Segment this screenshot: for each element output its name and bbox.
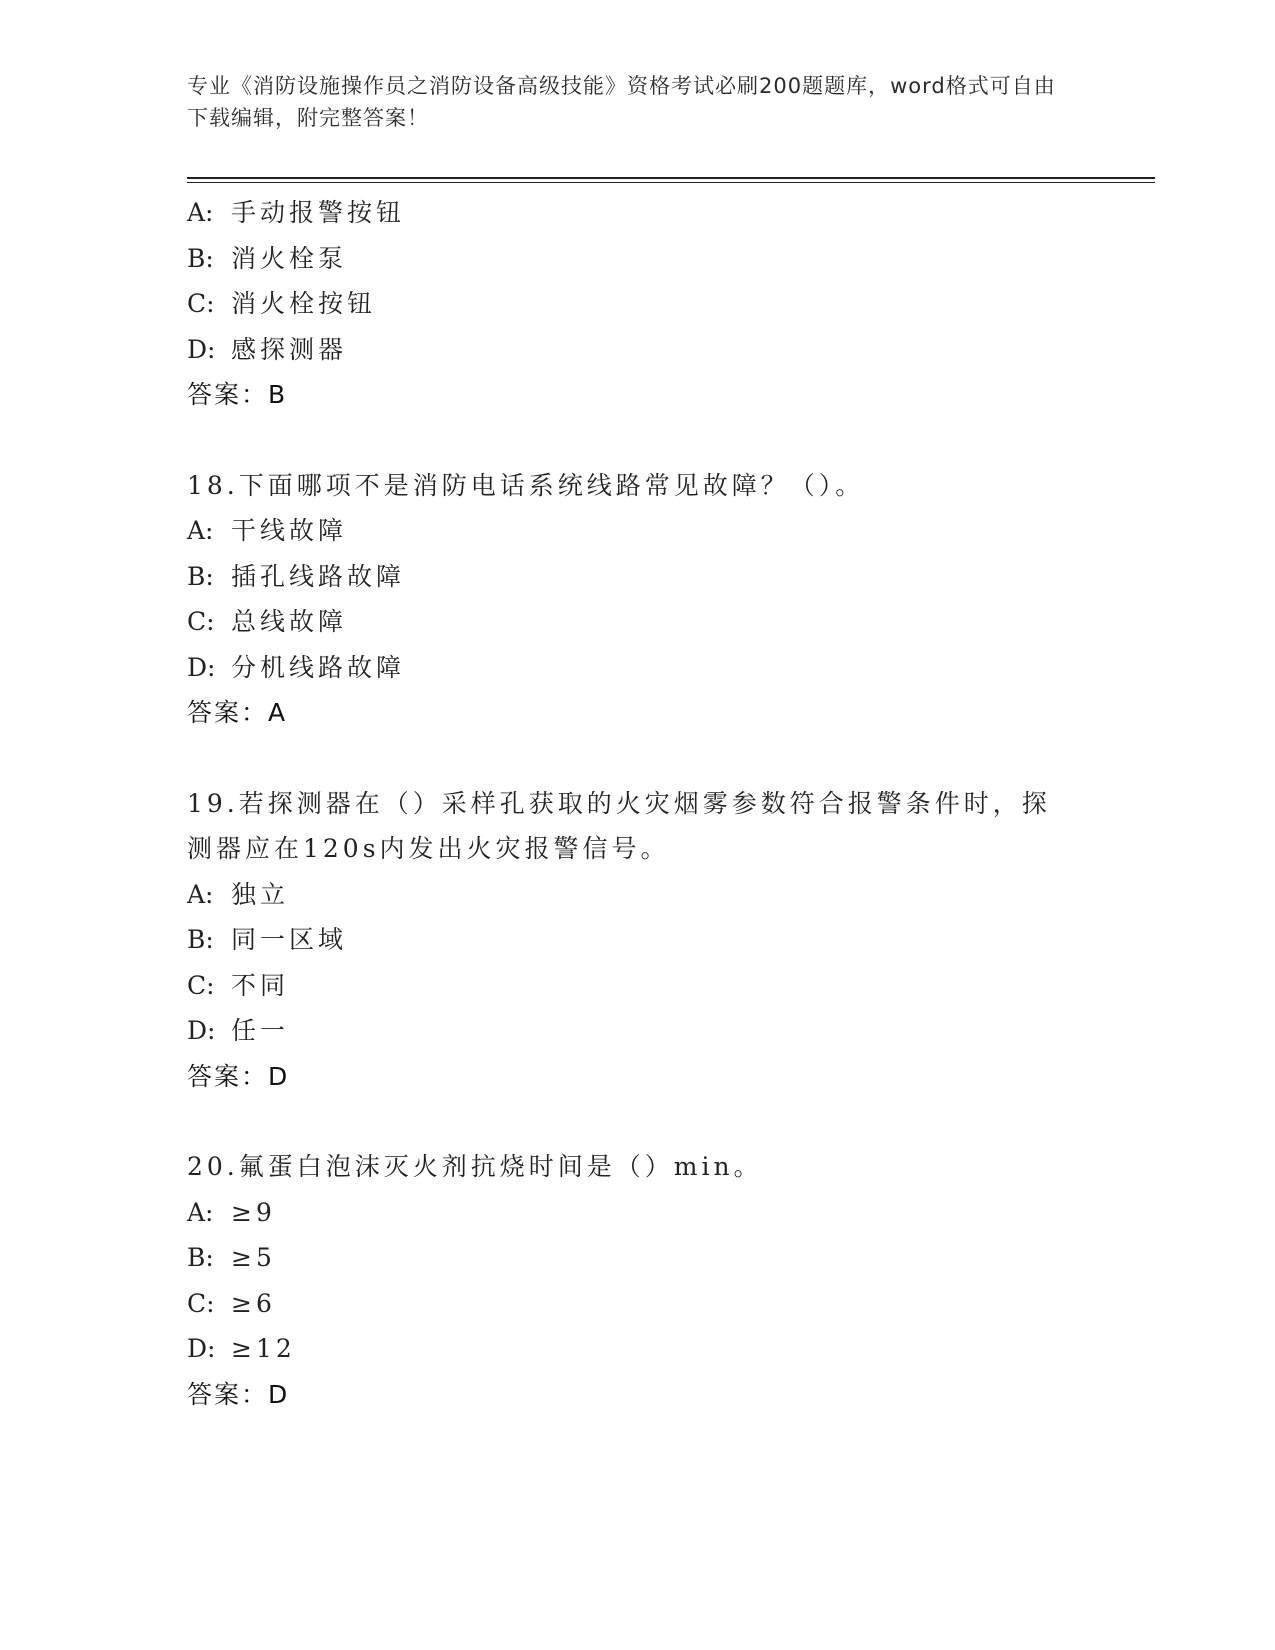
option-b: [187, 236, 1087, 282]
option-d: [187, 1326, 1087, 1372]
answer-line: 答案：A: [187, 698, 288, 727]
answer-line: 答案：B: [187, 380, 288, 409]
option-letter: C:: [187, 970, 215, 1000]
question-18: [187, 463, 1087, 736]
option-letter: B:: [187, 561, 214, 591]
option-letter: B:: [187, 925, 214, 954]
option-letter: A:: [187, 198, 214, 227]
option-c: [187, 599, 1087, 645]
header-divider-thin: [187, 182, 1155, 183]
option-letter: B:: [187, 1243, 214, 1272]
option-text: 同一区域: [231, 925, 348, 954]
spacer: [187, 418, 1087, 463]
option-letter: A:: [187, 516, 214, 545]
option-text: 独立: [231, 879, 290, 909]
spacer: [187, 736, 1087, 781]
option-text: ≥12: [231, 1334, 296, 1363]
option-text: ≥6: [231, 1288, 276, 1318]
option-letter: D:: [187, 1016, 216, 1045]
option-text: 总线故障: [231, 607, 348, 636]
option-c: [187, 1281, 1087, 1327]
option-letter: D:: [187, 652, 216, 682]
option-a: [187, 190, 1087, 236]
option-letter: A:: [187, 879, 214, 909]
option-letter: B:: [187, 243, 214, 273]
question-list: [187, 190, 1087, 1417]
option-letter: D:: [187, 334, 216, 364]
option-letter: C:: [187, 607, 215, 636]
option-text: ≥5: [231, 1243, 276, 1272]
option-text: ≥9: [231, 1197, 276, 1227]
option-c: [187, 963, 1087, 1009]
option-text: 任一: [231, 1016, 290, 1045]
option-text: 插孔线路故障: [231, 561, 406, 591]
option-a: [187, 1190, 1087, 1236]
option-a: [187, 508, 1087, 554]
question-19: [187, 781, 1087, 1100]
question-stem: 19.若探测器在（）采样孔获取的火灾烟雾参数符合报警条件时，探测器应在120s内发出火灾报警信号。: [187, 788, 1051, 863]
question-20: [187, 1144, 1087, 1417]
option-b: [187, 1235, 1087, 1281]
spacer: [187, 1099, 1087, 1144]
option-text: 消火栓按钮: [231, 289, 377, 318]
answer-line: 答案：D: [187, 1061, 290, 1091]
option-letter: C:: [187, 1288, 215, 1318]
answer-line: 答案：D: [187, 1379, 290, 1409]
option-b: [187, 554, 1087, 600]
option-text: 分机线路故障: [231, 652, 406, 682]
option-text: 感探测器: [231, 334, 348, 364]
option-text: 消火栓泵: [231, 243, 348, 273]
option-text: 干线故障: [231, 516, 348, 545]
header-divider-thick: [187, 177, 1155, 179]
option-letter: A:: [187, 1197, 214, 1227]
option-text: 不同: [231, 970, 290, 1000]
option-a: [187, 872, 1087, 918]
question-17-continued: [187, 190, 1087, 418]
option-text: 手动报警按钮: [231, 198, 406, 227]
option-d: [187, 645, 1087, 691]
question-stem: 20.氟蛋白泡沫灭火剂抗烧时间是（）min。: [187, 1152, 763, 1181]
question-stem: 18.下面哪项不是消防电话系统线路常见故障？（）。: [187, 470, 865, 500]
option-letter: C:: [187, 289, 215, 318]
option-c: [187, 281, 1087, 327]
document-header: 专业《消防设施操作员之消防设备高级技能》资格考试必刷200题题库，word格式可自由下载编辑，附完整答案！: [187, 74, 1056, 130]
option-d: [187, 327, 1087, 373]
option-d: [187, 1008, 1087, 1054]
option-b: [187, 917, 1087, 963]
option-letter: D:: [187, 1334, 216, 1363]
